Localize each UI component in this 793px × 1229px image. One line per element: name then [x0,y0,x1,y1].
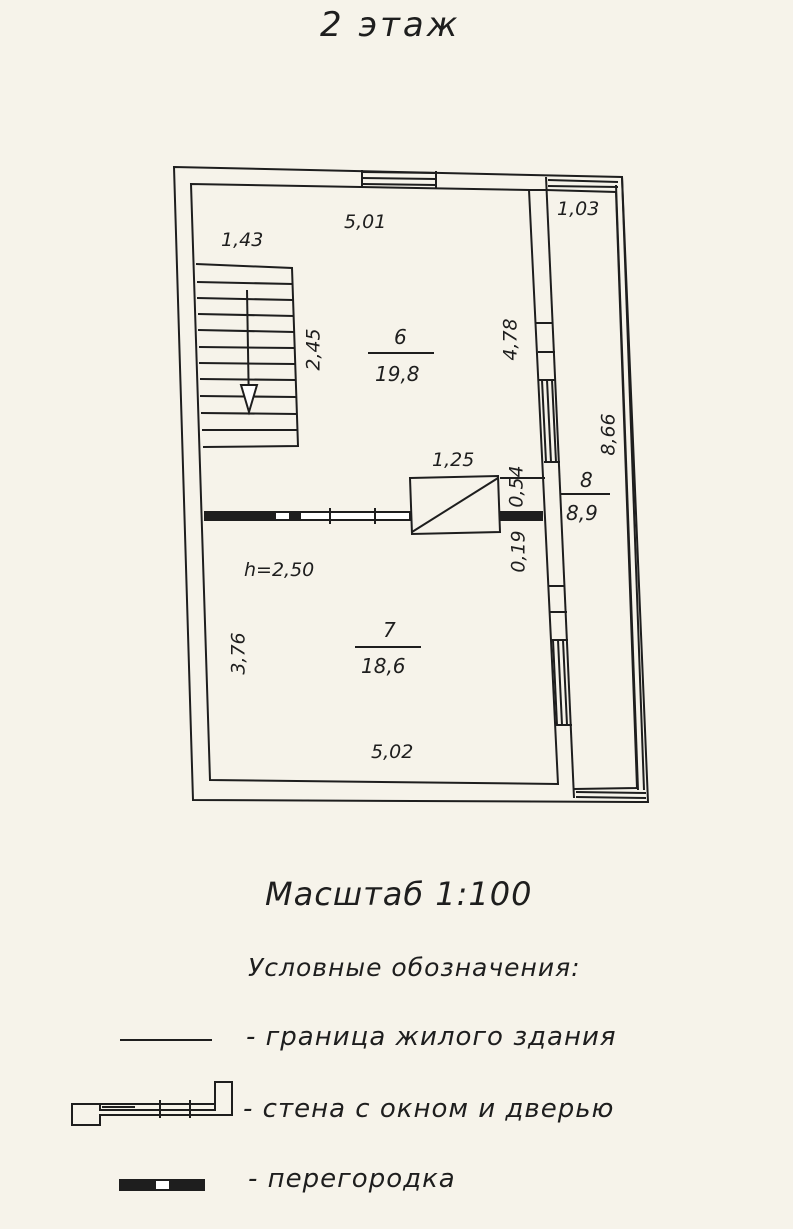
room7-number: 7 [383,618,396,642]
dim-height: h=2,50 [244,559,315,581]
dim-stair-length: 2,45 [302,328,325,371]
dim-balcony-width: 1,03 [557,198,600,220]
room8-number: 8 [580,468,593,492]
dim-vent-depth: 0,54 [505,465,528,508]
scale-label: Масштаб 1:100 [265,875,533,913]
dim-room7-depth: 3,76 [227,632,250,675]
dim-vent-width: 1,25 [432,449,475,471]
dim-partition-gap: 0,19 [507,530,530,573]
legend-label-wall: - стена с окном и дверью [243,1094,615,1124]
dim-room6-depth: 4,78 [499,318,522,361]
legend-symbol-partition [120,1180,204,1190]
room6-area: 19,8 [375,362,420,386]
legend-title: Условные обозначения: [248,953,581,982]
room7-area: 18,6 [361,654,406,678]
legend-symbol-wall [72,1082,232,1125]
dim-stair-width: 1,43 [221,229,264,251]
page-title: 2 этаж [320,5,461,45]
room6-number: 6 [394,325,407,349]
room8-area: 8,9 [566,501,598,525]
legend-label-partition: - перегородка [248,1164,456,1194]
dim-top-width: 5,01 [344,211,387,233]
dim-balcony-length: 8,66 [597,413,620,456]
legend-label-boundary: - граница жилого здания [246,1022,617,1052]
dim-bottom-width: 5,02 [371,741,414,763]
